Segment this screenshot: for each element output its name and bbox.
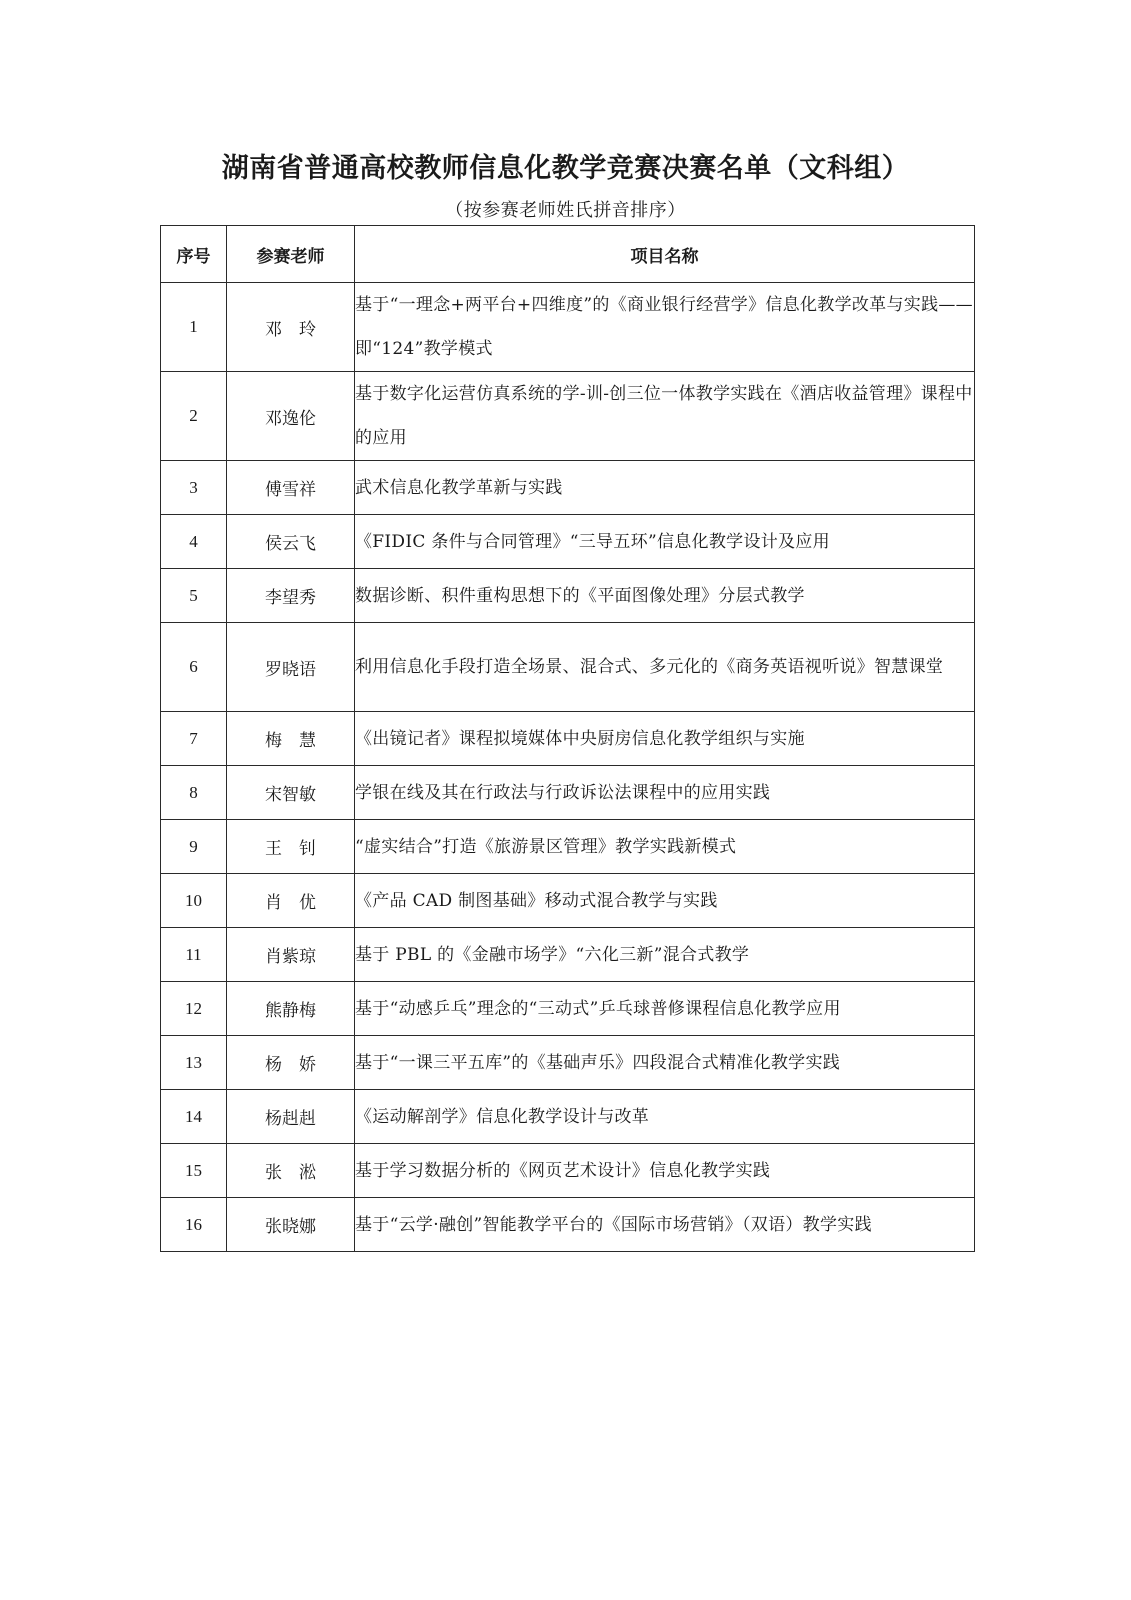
row-teacher: 罗晓语 [227, 623, 355, 712]
table-row [161, 1198, 975, 1252]
row-index: 14 [161, 1090, 227, 1144]
row-teacher: 肖紫琼 [227, 928, 355, 982]
row-index: 11 [161, 928, 227, 982]
table-row [161, 820, 975, 874]
table-row [161, 283, 975, 372]
row-teacher: 肖 优 [227, 874, 355, 928]
row-teacher: 张晓娜 [227, 1198, 355, 1252]
row-project: 武术信息化教学革新与实践 [355, 461, 975, 515]
row-teacher: 杨 娇 [227, 1036, 355, 1090]
row-project: 数据诊断、积件重构思想下的《平面图像处理》分层式教学 [355, 569, 975, 623]
row-index: 6 [161, 623, 227, 712]
row-project: “虚实结合”打造《旅游景区管理》教学实践新模式 [355, 820, 975, 874]
row-project: 基于“一课三平五库”的《基础声乐》四段混合式精准化教学实践 [355, 1036, 975, 1090]
row-index: 3 [161, 461, 227, 515]
row-index: 1 [161, 283, 227, 372]
table-row [161, 712, 975, 766]
row-teacher: 傅雪祥 [227, 461, 355, 515]
header-teacher: 参赛老师 [227, 226, 355, 283]
row-index: 10 [161, 874, 227, 928]
row-teacher: 王 钊 [227, 820, 355, 874]
row-project: 基于“云学·融创”智能教学平台的《国际市场营销》（双语）教学实践 [355, 1198, 975, 1252]
row-teacher: 邓 玲 [227, 283, 355, 372]
table-row [161, 461, 975, 515]
table-row [161, 874, 975, 928]
row-project: 基于 PBL 的《金融市场学》“六化三新”混合式教学 [355, 928, 975, 982]
table-row [161, 1090, 975, 1144]
table-row [161, 1144, 975, 1198]
row-project: 基于“动感乒乓”理念的“三动式”乒乓球普修课程信息化教学应用 [355, 982, 975, 1036]
row-index: 15 [161, 1144, 227, 1198]
row-teacher: 邓逸伦 [227, 372, 355, 461]
document-title: 湖南省普通高校教师信息化教学竞赛决赛名单（文科组） [221, 153, 910, 184]
row-index: 7 [161, 712, 227, 766]
row-project: 《产品 CAD 制图基础》移动式混合教学与实践 [355, 874, 975, 928]
row-project: 《FIDIC 条件与合同管理》“三导五环”信息化教学设计及应用 [355, 515, 975, 569]
table-row [161, 623, 975, 712]
document-subtitle: （按参赛老师姓氏拼音排序） [445, 200, 686, 221]
row-project: 基于数字化运营仿真系统的学-训-创三位一体教学实践在《酒店收益管理》课程中的应用 [355, 372, 975, 461]
row-project: 基于“一理念+两平台+四维度”的《商业银行经营学》信息化教学改革与实践——即“124”教学模式 [355, 283, 975, 372]
row-index: 9 [161, 820, 227, 874]
finalist-table [160, 225, 975, 1252]
table-row [161, 1036, 975, 1090]
table-row [161, 928, 975, 982]
row-project: 利用信息化手段打造全场景、混合式、多元化的《商务英语视听说》智慧课堂 [355, 623, 975, 712]
row-index: 8 [161, 766, 227, 820]
row-teacher: 张 淞 [227, 1144, 355, 1198]
table-row [161, 766, 975, 820]
row-teacher: 梅 慧 [227, 712, 355, 766]
row-teacher: 李望秀 [227, 569, 355, 623]
row-project: 《出镜记者》课程拟境媒体中央厨房信息化教学组织与实施 [355, 712, 975, 766]
row-index: 5 [161, 569, 227, 623]
row-teacher: 熊静梅 [227, 982, 355, 1036]
row-index: 13 [161, 1036, 227, 1090]
row-index: 4 [161, 515, 227, 569]
row-index: 12 [161, 982, 227, 1036]
table-row [161, 569, 975, 623]
table-row [161, 515, 975, 569]
row-project: 基于学习数据分析的《网页艺术设计》信息化教学实践 [355, 1144, 975, 1198]
table-header-row [161, 226, 975, 283]
table-row [161, 372, 975, 461]
row-project: 《运动解剖学》信息化教学设计与改革 [355, 1090, 975, 1144]
row-index: 2 [161, 372, 227, 461]
header-index: 序号 [161, 226, 227, 283]
row-project: 学银在线及其在行政法与行政诉讼法课程中的应用实践 [355, 766, 975, 820]
row-teacher: 宋智敏 [227, 766, 355, 820]
header-project: 项目名称 [355, 226, 975, 283]
row-index: 16 [161, 1198, 227, 1252]
table-row [161, 982, 975, 1036]
row-teacher: 杨赳赳 [227, 1090, 355, 1144]
row-teacher: 侯云飞 [227, 515, 355, 569]
